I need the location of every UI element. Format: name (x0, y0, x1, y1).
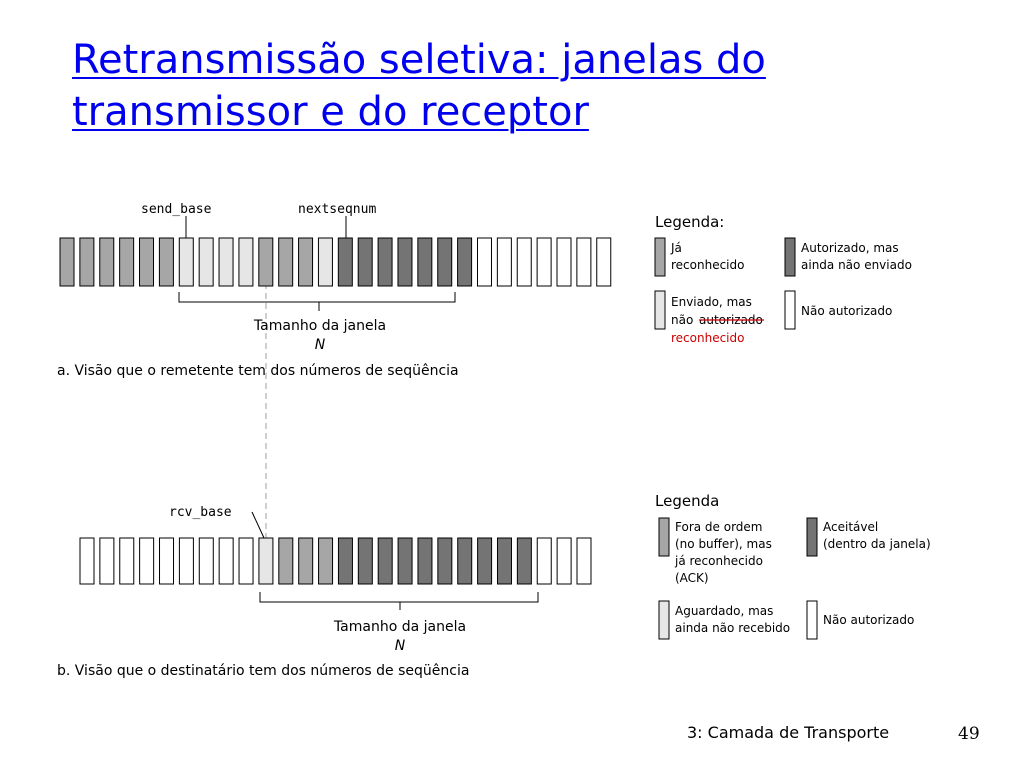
title-line-2: transmissor e do receptor (72, 89, 589, 135)
footer-text: 3: Camada de Transporte (687, 723, 890, 742)
legend-text-line: Autorizado, mas (801, 241, 899, 255)
sequence-cell-empty (477, 238, 491, 286)
sequence-cell-acked (140, 238, 154, 286)
legend-swatch-awaited (659, 601, 669, 639)
legend-swatch-sent (655, 291, 665, 329)
sequence-cell-empty (239, 538, 253, 584)
legend-text-line: ainda não recebido (675, 621, 791, 635)
legend-text-line: (no buffer), mas (675, 537, 772, 551)
sequence-cell-usable (398, 238, 412, 286)
receiver-window-bracket (260, 592, 538, 610)
sequence-cell-sent (318, 238, 332, 286)
legend-swatch-empty (785, 291, 795, 329)
legend-text-empty (801, 304, 892, 318)
legend-text-acceptable (823, 520, 931, 551)
sequence-cell-empty (179, 538, 193, 584)
legend-text-line: Aceitável (823, 520, 879, 534)
legend-text-out-of-order (674, 520, 776, 585)
sequence-cell-usable (378, 538, 392, 584)
legend-text-line: Não autorizado (823, 613, 915, 627)
legend-text-line: reconhecido (671, 258, 745, 272)
send-base-pointer-label: send_base (141, 202, 212, 217)
sequence-cell-acked (259, 238, 273, 286)
legend-swatch-acked (655, 238, 665, 276)
sequence-cell-usable (418, 238, 432, 286)
legend-text-line: Aguardado, mas (675, 604, 774, 618)
legend-text-not-authorized (823, 613, 914, 627)
sender-caption: a. Visão que o remetente tem dos números de seqüência (57, 363, 459, 379)
sequence-cell-empty (219, 538, 233, 584)
sequence-cell-usable (438, 538, 452, 584)
sequence-cell-acked (319, 538, 333, 584)
receiver-view (57, 505, 591, 679)
sequence-cell-usable (478, 538, 492, 584)
sequence-cell-usable (338, 238, 352, 286)
sequence-cell-usable (497, 538, 511, 584)
sequence-cell-empty (497, 238, 511, 286)
sender-window-symbol: N (314, 337, 326, 353)
sequence-cell-usable (517, 538, 531, 584)
receiver-window-symbol: N (394, 638, 406, 654)
sequence-cell-empty (517, 238, 531, 286)
sequence-cell-acked (80, 238, 94, 286)
sender-window-label: Tamanho da janela (253, 318, 387, 334)
sequence-cell-sent (199, 238, 213, 286)
legend-swatch-out-of-order (659, 518, 669, 556)
legend-text-line: Enviado, mas (671, 295, 752, 309)
receiver-sequence-cells (80, 538, 591, 584)
sequence-cell-usable (418, 538, 432, 584)
legend-text-line: ainda não enviado (801, 258, 912, 272)
legend-text-line: já reconhecido (675, 554, 763, 568)
title-line-1: Retransmissão seletiva: janelas do (72, 37, 766, 83)
sequence-cell-empty (577, 238, 591, 286)
legend-text-usable (801, 241, 912, 272)
sender-legend (655, 213, 912, 345)
sequence-cell-usable (358, 238, 372, 286)
sequence-cell-empty (199, 538, 213, 584)
legend-correction-word: reconhecido (671, 331, 745, 345)
sequence-cell-usable (458, 238, 472, 286)
sequence-cell-acked (120, 238, 134, 286)
sequence-cell-empty (577, 538, 591, 584)
legend-text-line: (ACK) (675, 571, 709, 585)
legend-text-line: (dentro da janela) (823, 537, 931, 551)
legend-text-line: Já (671, 241, 682, 255)
legend-swatch-not-authorized (807, 601, 817, 639)
sequence-cell-empty (140, 538, 154, 584)
sequence-cell-usable (438, 238, 452, 286)
sequence-cell-acked (279, 538, 293, 584)
sequence-cell-empty (557, 238, 571, 286)
sequence-cell-empty (80, 538, 94, 584)
legend-swatch-acceptable (807, 518, 817, 556)
sequence-cell-empty (100, 538, 114, 584)
legend-struck-word: autorizado (699, 313, 763, 327)
receiver-window-label: Tamanho da janela (333, 619, 467, 635)
sequence-cell-empty (537, 238, 551, 286)
rcv-base-pointer-label: rcv_base (169, 505, 232, 520)
sequence-cell-empty (557, 538, 571, 584)
sequence-cell-usable (358, 538, 372, 584)
legend-text-awaited (675, 604, 790, 635)
legend-swatch-usable (785, 238, 795, 276)
sequence-cell-usable (338, 538, 352, 584)
receiver-caption: b. Visão que o destinatário tem dos números de seqüência (57, 663, 470, 679)
sequence-cell-sent (219, 238, 233, 286)
sequence-cell-empty (537, 538, 551, 584)
legend-text-acked (670, 241, 744, 272)
legend-text-line: não (671, 313, 694, 327)
legend-text-line: Não autorizado (801, 304, 893, 318)
sequence-cell-acked (299, 538, 313, 584)
legend-text-line: Fora de ordem (675, 520, 763, 534)
sequence-cell-usable (378, 238, 392, 286)
rcv-base-pointer-line (252, 512, 264, 538)
sequence-cell-acked (159, 238, 173, 286)
sequence-cell-acked (100, 238, 114, 286)
sequence-cell-sent (239, 238, 253, 286)
receiver-legend (655, 492, 931, 639)
sequence-cell-sent (259, 538, 273, 584)
sequence-cell-empty (160, 538, 174, 584)
sender-sequence-cells (60, 238, 611, 286)
sender-view (57, 202, 611, 379)
sequence-cell-usable (458, 538, 472, 584)
sequence-cell-acked (60, 238, 74, 286)
sender-legend-title: Legenda: (655, 213, 725, 231)
sequence-cell-usable (398, 538, 412, 584)
sequence-cell-sent (179, 238, 193, 286)
receiver-legend-title: Legenda (655, 492, 720, 510)
sender-window-bracket (179, 292, 455, 311)
page-number: 49 (958, 724, 980, 744)
sequence-cell-acked (279, 238, 293, 286)
sequence-cell-empty (597, 238, 611, 286)
sequence-cell-empty (120, 538, 134, 584)
nextseqnum-pointer-label: nextseqnum (298, 202, 377, 217)
sequence-cell-acked (299, 238, 313, 286)
